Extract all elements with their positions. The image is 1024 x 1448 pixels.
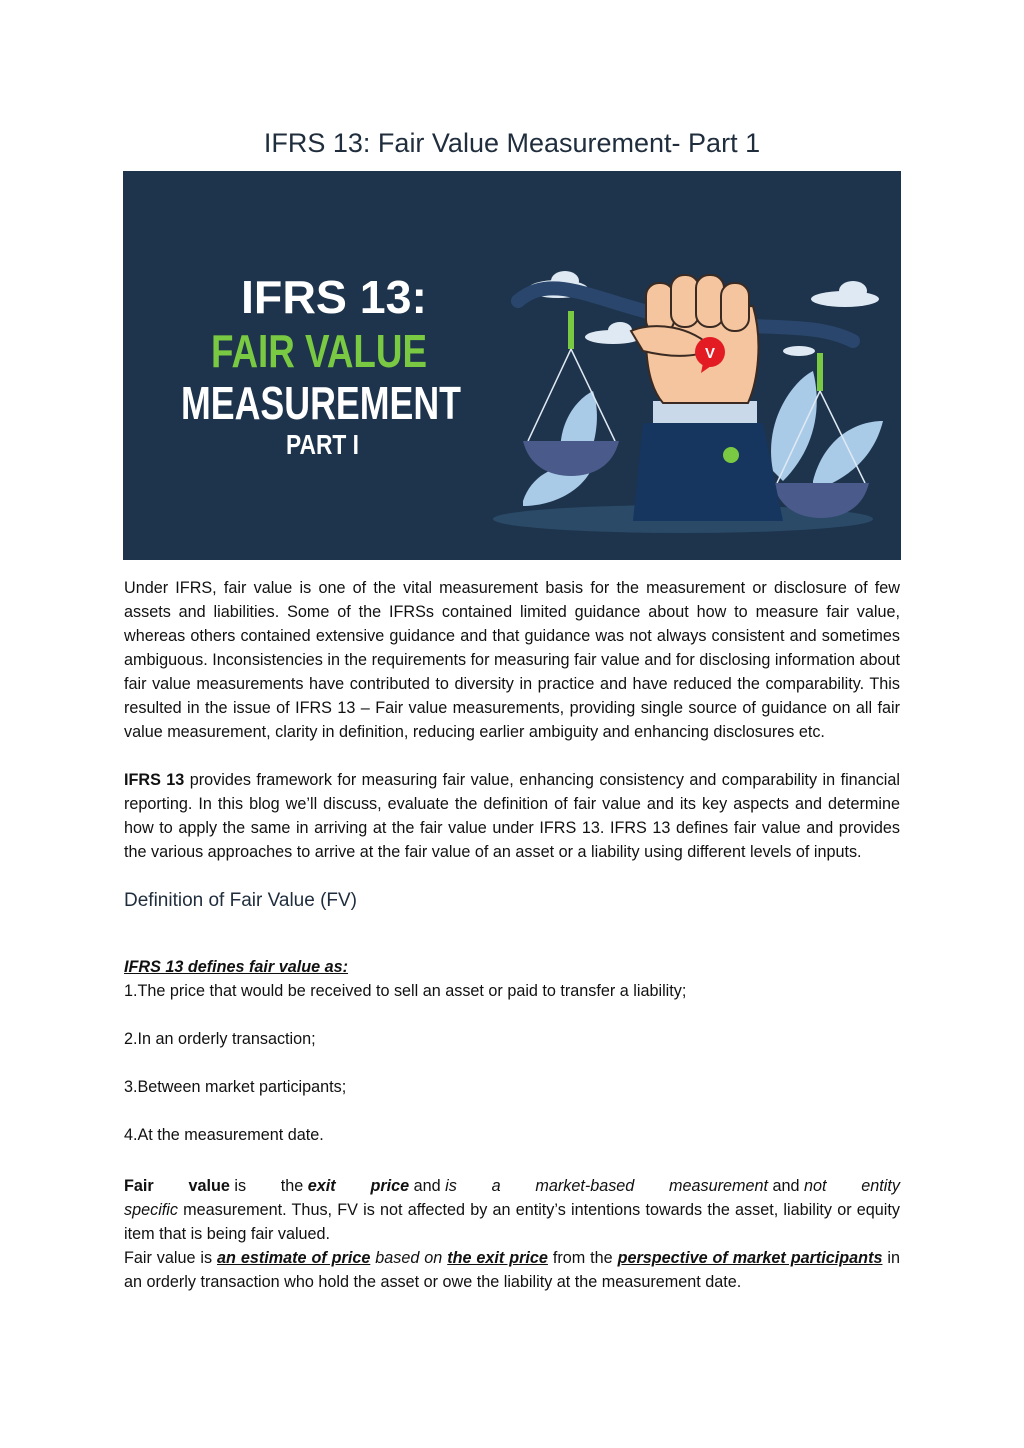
intro-paragraph: Under IFRS, fair value is one of the vital measurement basis for the measurement or disclosure of few assets and liabilities. Some of the IFRSs contained limited guidance about how to measure fair value, whereas others contained extensive guidance and that guidance was not always consistent and sometimes ambiguous. Inconsistencies in the requirements for measuring fair value and for disclosing information about fair value measurements have contributed to diversity in practice and have reduced the comparability. This resulted in the issue of IFRS 13 – Fair value measurements, providing single source of guidance on all fair value measurement, clarity in definition, reducing earlier ambiguity and enhancing disclosures etc. [124,579,900,741]
word: entity [861,1177,900,1195]
word: not [804,1177,827,1195]
word: the [280,1177,304,1195]
justified-line [124,1174,900,1198]
estimate-paragraph [124,1246,900,1294]
logo-letter: V [704,345,716,362]
list-item: 3.Between market participants; [124,1078,347,1096]
text-run: Fair value is [124,1249,218,1267]
list-item: 2.In an orderly transaction; [124,1030,316,1048]
hero-line-4: PART I [286,429,359,460]
framework-text: provides framework for measuring fair value, enhancing consistency and comparability in financial reporting. In this blog we’ll discuss, evaluate the definition of fair value and its key aspects and determine how to apply the same in arriving at the fair value under IFRS 13. IFRS 13 defines fair value and provides the various approaches to arrive at the fair value of an asset or a liability using different levels of inputs. [124,771,900,861]
list-item: 1.The price that would be received to sell an asset or paid to transfer a liability; [124,982,687,1000]
word: measurement [669,1177,769,1195]
text-run: from the [547,1249,618,1267]
hero-line-3: MEASUREMENT [181,377,461,429]
word: and [413,1177,441,1195]
framework-paragraph [124,768,900,864]
word: price [370,1177,410,1195]
text-run: in an orderly transaction who hold the asset or owe the liability at the measurement date. [124,1249,900,1291]
word: Fair [124,1177,154,1195]
word: value [188,1177,230,1195]
word: and [772,1177,800,1195]
emphasis-run: an estimate of price [217,1249,371,1267]
word: is [234,1177,247,1195]
fist-icon [631,275,758,403]
ifrs13-bold: IFRS 13 [124,771,185,789]
exit-price-paragraph [124,1174,900,1246]
hero-line-1: IFRS 13: [241,271,427,323]
word: is [445,1177,457,1195]
emphasis-run: the exit price [447,1249,548,1267]
emphasis-run: perspective of market participants [617,1249,883,1267]
word: market-based [535,1177,635,1195]
word: exit [307,1177,336,1195]
hero-line-2: FAIR VALUE [211,325,427,377]
word: a [491,1177,501,1195]
hero-banner [123,171,901,560]
balance-scale-fist-illustration [123,171,901,560]
page-title: IFRS 13: Fair Value Measurement- Part 1 [263,128,761,158]
word: specific [124,1201,178,1219]
exit-price-text: measurement. Thus, FV is not affected by an entity’s intentions towards the asset, liability or equity item that is being fair valued. [124,1201,900,1243]
section-heading: Definition of Fair Value (FV) [124,890,358,911]
definition-label: IFRS 13 defines fair value as: [124,958,349,976]
text-run: based on [370,1249,448,1267]
list-item: 4.At the measurement date. [124,1126,324,1144]
